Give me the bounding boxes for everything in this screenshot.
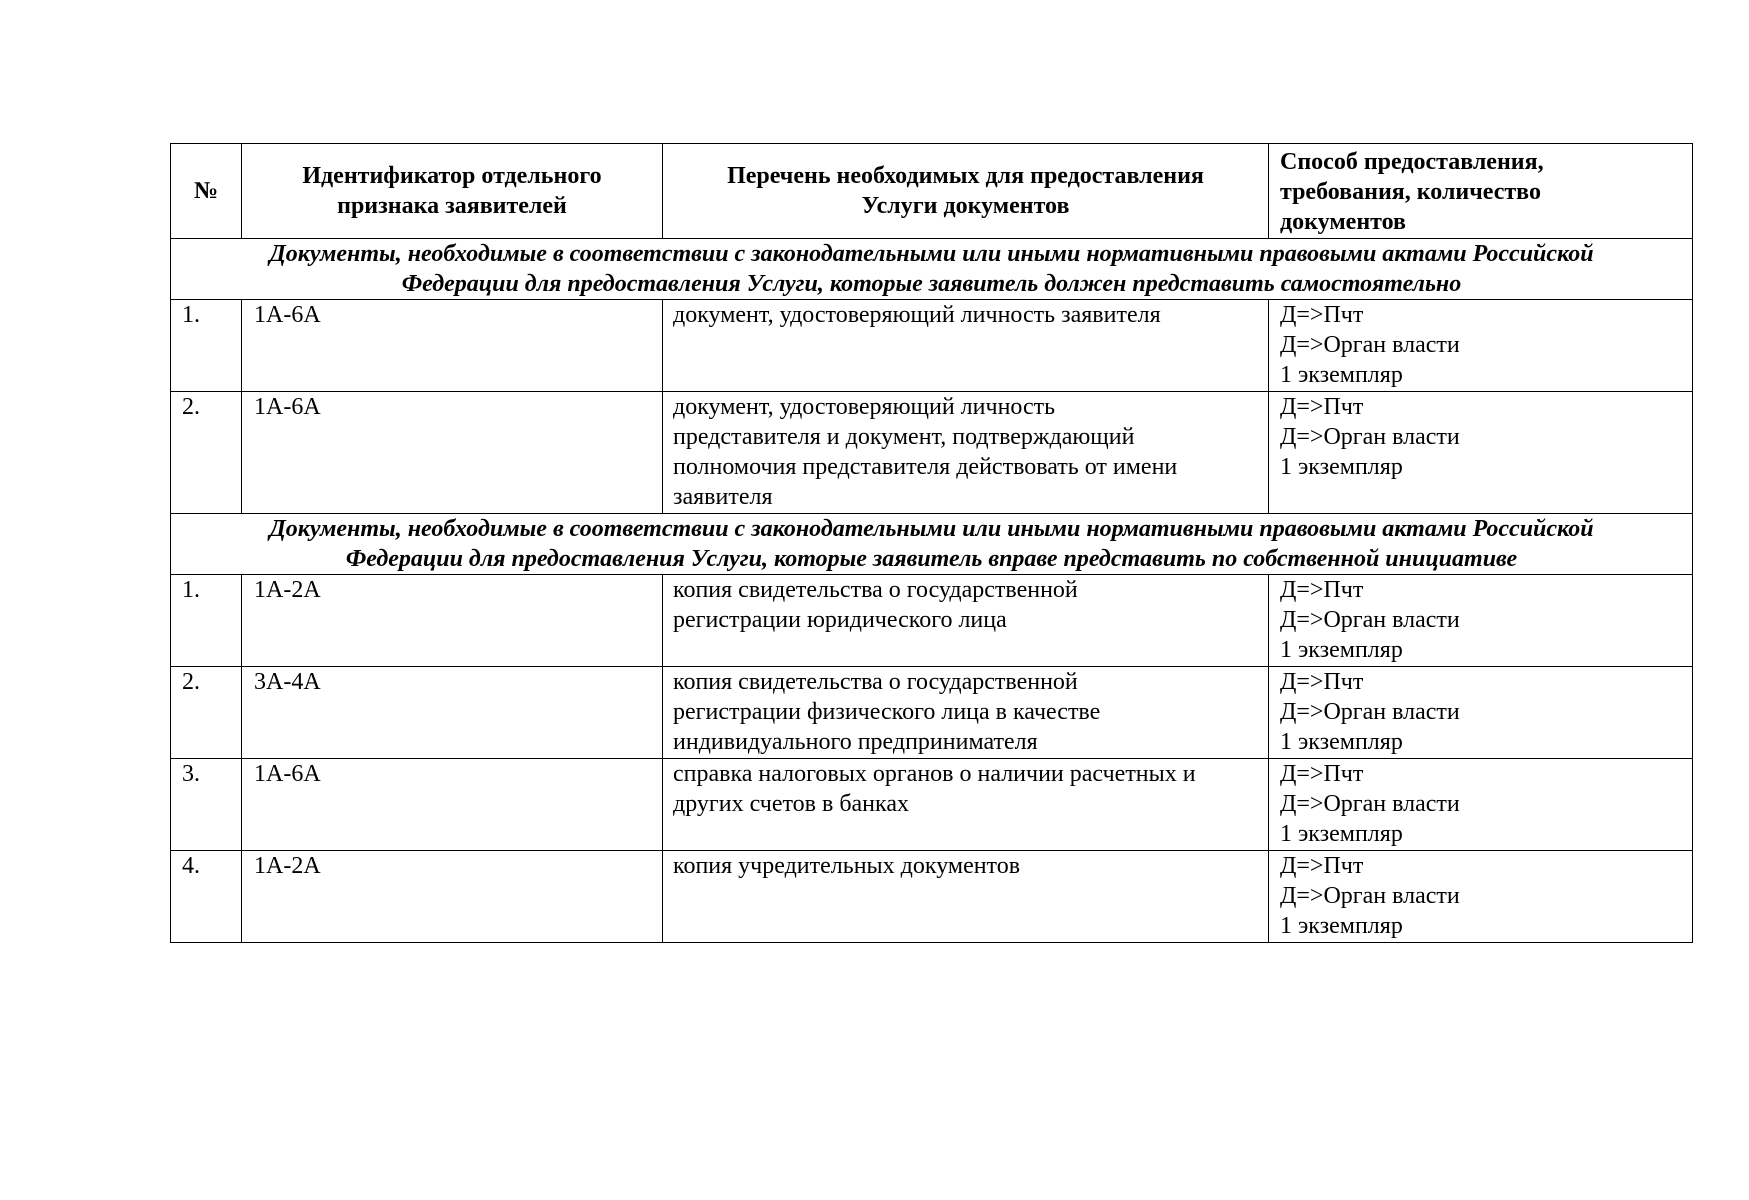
documents-table bbox=[170, 143, 1693, 943]
row-document bbox=[663, 851, 1269, 943]
row-document-line: регистрации юридического лица bbox=[673, 607, 1007, 633]
row-method-line: Д=>Орган власти bbox=[1280, 883, 1460, 909]
row-method-line: 1 экземпляр bbox=[1280, 637, 1403, 663]
row-number: 2. bbox=[171, 392, 242, 514]
section-title bbox=[171, 239, 1693, 300]
header-identifier bbox=[242, 144, 663, 239]
row-document-line: документ, удостоверяющий личность заявителя bbox=[673, 302, 1161, 328]
section-title-line: Документы, необходимые в соответствии с законодательными или иными нормативными правовыми актами Российской bbox=[269, 516, 1594, 542]
row-method-line: Д=>Орган власти bbox=[1280, 699, 1460, 725]
row-number: 3. bbox=[171, 759, 242, 851]
row-number: 4. bbox=[171, 851, 242, 943]
row-method bbox=[1269, 667, 1693, 759]
row-document bbox=[663, 575, 1269, 667]
row-method-line: Д=>Пчт bbox=[1280, 302, 1364, 328]
row-method bbox=[1269, 851, 1693, 943]
row-document bbox=[663, 392, 1269, 514]
row-method-line: Д=>Орган власти bbox=[1280, 791, 1460, 817]
header-num-label: № bbox=[193, 178, 219, 204]
table-row bbox=[171, 392, 1693, 514]
row-method-line: Д=>Орган власти bbox=[1280, 332, 1460, 358]
row-identifier: 1А-6А bbox=[242, 759, 663, 851]
row-method-line: 1 экземпляр bbox=[1280, 454, 1403, 480]
row-method bbox=[1269, 300, 1693, 392]
header-documents bbox=[663, 144, 1269, 239]
table-row bbox=[171, 667, 1693, 759]
table-row bbox=[171, 575, 1693, 667]
row-document-line: заявителя bbox=[673, 484, 773, 510]
row-method-line: 1 экземпляр bbox=[1280, 913, 1403, 939]
row-document-line: копия свидетельства о государственной bbox=[673, 577, 1078, 603]
row-document bbox=[663, 300, 1269, 392]
table-row bbox=[171, 851, 1693, 943]
row-document-line: других счетов в банках bbox=[673, 791, 909, 817]
row-identifier: 1А-6А bbox=[242, 300, 663, 392]
row-document bbox=[663, 759, 1269, 851]
row-number: 1. bbox=[171, 300, 242, 392]
row-document-line: справка налоговых органов о наличии расчетных и bbox=[673, 761, 1196, 787]
row-method-line: Д=>Орган власти bbox=[1280, 607, 1460, 633]
section-title-line: Федерации для предоставления Услуги, которые заявитель вправе представить по собственной инициативе bbox=[345, 546, 1518, 572]
row-method bbox=[1269, 575, 1693, 667]
row-document bbox=[663, 667, 1269, 759]
row-method bbox=[1269, 392, 1693, 514]
row-method-line: 1 экземпляр bbox=[1280, 821, 1403, 847]
header-identifier-line: признака заявителей bbox=[337, 193, 567, 219]
row-document-line: регистрации физического лица в качестве bbox=[673, 699, 1101, 725]
row-document-line: полномочия представителя действовать от имени bbox=[673, 454, 1178, 480]
section-row bbox=[171, 514, 1693, 575]
section-title-line: Федерации для предоставления Услуги, которые заявитель должен представить самостоятельно bbox=[401, 271, 1462, 297]
row-number: 1. bbox=[171, 575, 242, 667]
header-documents-line: Услуги документов bbox=[861, 193, 1070, 219]
header-num bbox=[171, 144, 242, 239]
row-document-line: индивидуального предпринимателя bbox=[673, 729, 1038, 755]
header-method-line: требования, количество bbox=[1280, 179, 1541, 205]
header-method-line: Способ предоставления, bbox=[1280, 149, 1544, 175]
section-title-line: Документы, необходимые в соответствии с законодательными или иными нормативными правовыми актами Российской bbox=[269, 241, 1594, 267]
section-row bbox=[171, 239, 1693, 300]
header-method bbox=[1269, 144, 1693, 239]
header-documents-line: Перечень необходимых для предоставления bbox=[727, 163, 1204, 189]
section-title bbox=[171, 514, 1693, 575]
row-method-line: Д=>Пчт bbox=[1280, 669, 1364, 695]
header-row bbox=[171, 144, 1693, 239]
row-identifier: 3А-4А bbox=[242, 667, 663, 759]
row-method-line: 1 экземпляр bbox=[1280, 729, 1403, 755]
header-identifier-line: Идентификатор отдельного bbox=[302, 163, 602, 189]
row-identifier: 1А-2А bbox=[242, 851, 663, 943]
row-method-line: Д=>Пчт bbox=[1280, 394, 1364, 420]
header-method-line: документов bbox=[1280, 209, 1406, 235]
row-identifier: 1А-2А bbox=[242, 575, 663, 667]
row-document-line: документ, удостоверяющий личность bbox=[673, 394, 1056, 420]
table-row bbox=[171, 759, 1693, 851]
row-number: 2. bbox=[171, 667, 242, 759]
row-method-line: Д=>Пчт bbox=[1280, 577, 1364, 603]
row-method bbox=[1269, 759, 1693, 851]
table-row bbox=[171, 300, 1693, 392]
row-document-line: копия свидетельства о государственной bbox=[673, 669, 1078, 695]
row-document-line: копия учредительных документов bbox=[673, 853, 1021, 879]
row-method-line: Д=>Пчт bbox=[1280, 853, 1364, 879]
row-identifier: 1А-6А bbox=[242, 392, 663, 514]
row-document-line: представителя и документ, подтверждающий bbox=[673, 424, 1135, 450]
row-method-line: Д=>Пчт bbox=[1280, 761, 1364, 787]
row-method-line: 1 экземпляр bbox=[1280, 362, 1403, 388]
row-method-line: Д=>Орган власти bbox=[1280, 424, 1460, 450]
